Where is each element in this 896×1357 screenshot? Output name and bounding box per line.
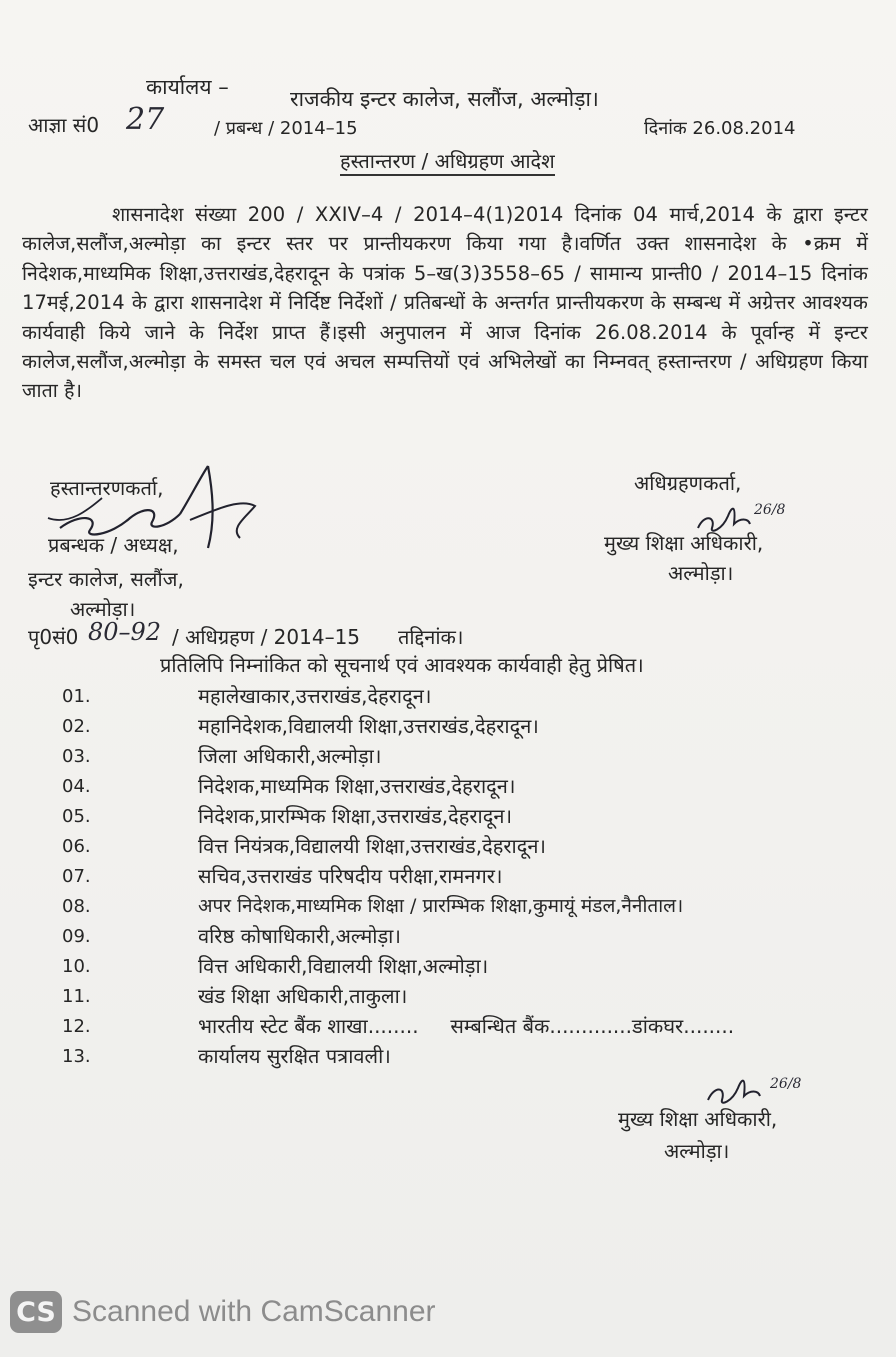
camscanner-watermark (10, 1290, 436, 1334)
footer-place: अल्मोड़ा। (664, 1139, 730, 1163)
recipient-number: 01. (62, 686, 91, 707)
recipient-text: सचिव,उत्तराखंड परिषदीय परीक्षा,रामनगर। (198, 864, 503, 888)
recipient-text: कार्यालय सुरक्षित पत्रावली। (198, 1044, 391, 1068)
endorsement-date: तद्दिनांक। (398, 625, 464, 649)
recipient-text: निदेशक,प्रारम्भिक शिक्षा,उत्तराखंड,देहरादून। (198, 804, 513, 828)
camscanner-logo-icon: CS (10, 1291, 62, 1333)
footer-designation: मुख्य शिक्षा अधिकारी, (618, 1107, 778, 1131)
acquirer-designation: मुख्य शिक्षा अधिकारी, (604, 531, 764, 555)
order-no-handwritten: 27 (126, 102, 165, 137)
acquirer-label: अधिग्रहणकर्ता, (634, 471, 742, 495)
recipient-text: वरिष्ठ कोषाधिकारी,अल्मोड़ा। (198, 924, 401, 948)
recipient-number: 13. (62, 1046, 91, 1067)
acquirer-signature-date: 26/8 (754, 502, 786, 518)
footer-signature-date: 26/8 (770, 1076, 802, 1092)
recipient-number: 03. (62, 746, 91, 767)
recipient-text: वित्त नियंत्रक,विद्यालयी शिक्षा,उत्तराखंड,देहरादून। (198, 834, 547, 858)
recipient-number: 12. (62, 1016, 91, 1037)
recipient-text: निदेशक,माध्यमिक शिक्षा,उत्तराखंड,देहरादून। (198, 774, 516, 798)
recipient-number: 05. (62, 806, 91, 827)
recipient-text: अपर निदेशक,माध्यमिक शिक्षा / प्रारम्भिक शिक्षा,कुमायूं मंडल,नैनीताल। (198, 895, 684, 917)
transferor-institution: इन्टर कालेज, सलौंज, (28, 567, 184, 591)
transferor-designation: प्रबन्धक / अध्यक्ष, (48, 533, 179, 557)
acquirer-place: अल्मोड़ा। (668, 561, 734, 585)
recipient-number: 09. (62, 926, 91, 947)
recipient-number: 06. (62, 836, 91, 857)
watermark-text: Scanned with CamScanner (72, 1295, 436, 1328)
transferor-place: अल्मोड़ा। (70, 597, 136, 621)
order-no-prefix: आज्ञा सं0 (28, 113, 100, 137)
recipient-number: 07. (62, 866, 91, 887)
recipient-number: 02. (62, 716, 91, 737)
recipient-number: 08. (62, 896, 91, 917)
office-name: राजकीय इन्टर कालेज, सलौंज, अल्मोड़ा। (290, 87, 599, 111)
recipient-text: भारतीय स्टेट बैंक शाखा........ सम्बन्धित बैंक.............डांकघर........ (198, 1014, 735, 1038)
transferor-signature (40, 458, 270, 558)
endorsement-ref: / अधिग्रहण / 2014–15 (172, 625, 361, 649)
recipient-number: 04. (62, 776, 91, 797)
order-date: दिनांक 26.08.2014 (644, 118, 796, 139)
office-label: कार्यालय – (146, 75, 229, 99)
endorsement-intro: प्रतिलिपि निम्नांकित को सूचनार्थ एवं आवश्यक कार्यवाही हेतु प्रेषित। (160, 653, 644, 677)
endorsement-handwritten-no: 80–92 (88, 618, 162, 646)
order-no-suffix: / प्रबन्ध / 2014–15 (214, 118, 358, 139)
recipient-number: 10. (62, 956, 91, 977)
body-paragraph: शासनादेश संख्या 200 / XXIV–4 / 2014–4(1)2014 दिनांक 04 मार्च,2014 के द्वारा इन्टर कालेज,सलौंज,अल्मोड़ा का इन्टर स्तर पर प्रान्तीयकरण किया गया है।वर्णित उक्त शासनादेश के •क्रम में निदेशक,माध्यमिक शिक्षा,उत्तराखंड,देहरादून के पत्रांक 5–ख(3)3558–65 / सामान्य प्रान्ती0 / 2014–15 दिनांक 17मई,2014 के द्वारा शासनादेश में निर्दिष्ट निर्देशों / प्रतिबन्धों के अन्तर्गत प्रान्तीयकरण के सम्बन्ध में अग्रेत्तर आवश्यक कार्यवाही किये जाने के निर्देश प्राप्त हैं।इसी अनुपालन में आज दिनांक 26.08.2014 के पूर्वान्ह में इन्टर कालेज,सलौंज,अल्मोड़ा के समस्त चल एवं अचल सम्पत्तियों एवं अभिलेखों का निम्नवत् हस्तान्तरण / अधिग्रहण किया जाता है। (22, 203, 868, 403)
endorsement-prefix: पृ0सं0 (28, 625, 79, 649)
transferor-label: हस्तान्तरणकर्ता, (50, 476, 164, 500)
recipient-text: खंड शिक्षा अधिकारी,ताकुला। (198, 984, 408, 1008)
document-title: हस्तान्तरण / अधिग्रहण आदेश (340, 149, 555, 176)
recipient-text: जिला अधिकारी,अल्मोड़ा। (198, 744, 382, 768)
recipient-number: 11. (62, 986, 91, 1007)
recipient-text: महालेखाकार,उत्तराखंड,देहरादून। (198, 684, 432, 708)
recipient-text: महानिदेशक,विद्यालयी शिक्षा,उत्तराखंड,देहरादून। (198, 714, 539, 738)
recipient-text: वित्त अधिकारी,विद्यालयी शिक्षा,अल्मोड़ा। (198, 954, 489, 978)
